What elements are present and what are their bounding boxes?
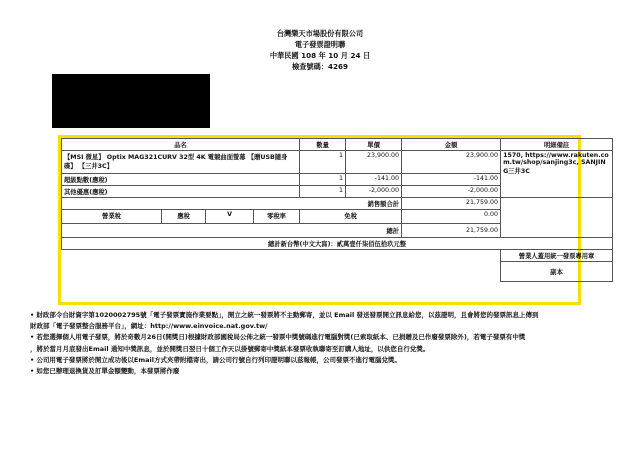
invoice-date: 中華民國 108 年 10 月 24 日: [269, 51, 371, 60]
note-line: ，將於當月月底發出Email 通知中獎訊息，並於開獎日翌日十個工作天以掛號郵寄中獎紙本發票收執聯寄至訂購人地址，以供您自行兌獎。: [30, 344, 430, 353]
invoice-header: [0, 28, 640, 72]
stamp-label: 營業人蓋用統一發票專用章: [501, 250, 613, 262]
col-header-price: 單價: [346, 139, 402, 151]
redacted-block: [52, 74, 210, 128]
table-row: [62, 151, 613, 174]
total-chinese: 總計新台幣(中文大寫)：貳萬壹仟柒佰伍拾玖元整: [62, 238, 613, 250]
item-name: 【MSI 微星】 Optix MAG321CURV 32型 4K 電競曲面螢幕 【贈USB隨身碟】 【三井3C】: [62, 151, 300, 174]
item-price: 23,900.00: [346, 151, 402, 174]
tax-free-label: 免稅: [300, 210, 402, 224]
item-name: 超級點數(應稅): [62, 174, 300, 186]
item-qty: 1: [300, 174, 346, 186]
business-tax-label: 營業稅: [62, 210, 162, 224]
stamp-label-row: [62, 250, 613, 262]
taxable-mark: V: [206, 210, 254, 224]
copy-row: [62, 262, 613, 282]
sales-total-row: [62, 198, 613, 210]
item-qty: 1: [300, 151, 346, 174]
col-header-name: 品名: [62, 139, 300, 151]
sales-total-label: 銷售額合計: [62, 198, 402, 210]
item-qty: 1: [300, 186, 346, 198]
company-name: 台灣樂天市場股份有限公司: [276, 29, 364, 38]
sales-total-value: 21,759.00: [402, 198, 501, 210]
note-line: • 財政部令台財資字第1020002795號「電子發票實施作業要點」，開立之統一發票將不主動郵寄，並以 Email 發送發票開立訊息給您，以茲證明，且會將您的發票訊息上傳到: [30, 311, 539, 319]
zero-rate-label: 零稅率: [254, 210, 300, 224]
total-chinese-row: [62, 238, 613, 250]
table-header-row: [62, 139, 613, 151]
note-line: 財政部「電子發票整合服務平台」，網址：http://www.einvoice.nat.gov.tw/: [30, 322, 268, 331]
note-line: • 若您選擇個人用電子發票，將於奇數月26日(開獎日)根據財政部國稅局公佈之統一發票中獎號碼進行電腦對獎(已索取紙本、已捐贈及已作廢發票除外)，若電子發票有中獎: [30, 333, 526, 342]
item-price: -141.00: [346, 174, 402, 186]
invoice-title: 電子發票證明聯: [294, 40, 346, 49]
tax-value: 0.00: [402, 210, 501, 224]
item-amount: -2,000.00: [402, 186, 501, 198]
item-name: 其他優惠(應稅): [62, 186, 300, 198]
item-note: 1570, https://www.rakuten.com.tw/shop/sanjing3c, SANJING三井3C: [501, 151, 613, 198]
invoice-table-frame: [58, 135, 609, 305]
invoice-notes: [30, 310, 620, 377]
note-line: • 如您已辦理退換貨及訂單金額變動，本發票將作廢: [30, 367, 180, 376]
item-amount: -141.00: [402, 174, 501, 186]
total-value: 21,759.00: [402, 224, 501, 238]
note-line: • 公司用電子發票將於開立成功後以Email方式夾帶附檔寄出，請公司行號自行列印證明聯以茲報帳，公司發票不進行電腦兌獎。: [30, 355, 401, 364]
col-header-qty: 數量: [300, 139, 346, 151]
item-amount: 23,900.00: [402, 151, 501, 174]
taxable-label: 應稅: [162, 210, 206, 224]
total-label: 總計: [62, 224, 402, 238]
col-header-amount: 金額: [402, 139, 501, 151]
check-code: 檢查號碼：4269: [292, 62, 348, 71]
invoice-table: [61, 138, 613, 282]
col-header-note: 明細備註: [501, 139, 613, 151]
item-price: -2,000.00: [346, 186, 402, 198]
copy-label: 副本: [501, 262, 613, 282]
